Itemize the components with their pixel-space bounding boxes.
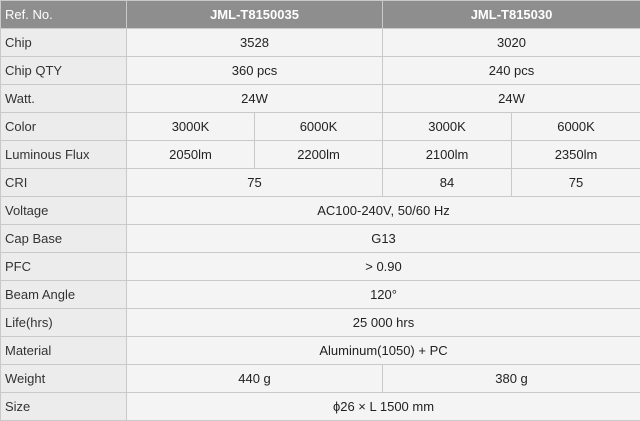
luminous-flux-row <box>1 141 640 169</box>
size-row <box>1 393 640 421</box>
weight-value-b: 380 g <box>383 365 640 393</box>
chip-label: Chip <box>1 29 127 57</box>
luminous-flux-value: 2350lm <box>512 141 640 169</box>
size-value: ϕ26 × L 1500 mm <box>127 393 640 421</box>
chip-qty-label: Chip QTY <box>1 57 127 85</box>
material-value: Aluminum(1050) + PC <box>127 337 640 365</box>
cap-base-value: G13 <box>127 225 640 253</box>
cap-base-label: Cap Base <box>1 225 127 253</box>
beam-angle-row <box>1 281 640 309</box>
chip-row <box>1 29 640 57</box>
pfc-row <box>1 253 640 281</box>
pfc-label: PFC <box>1 253 127 281</box>
life-value: 25 000 hrs <box>127 309 640 337</box>
color-label: Color <box>1 113 127 141</box>
material-label: Material <box>1 337 127 365</box>
watt-value-b: 24W <box>383 85 640 113</box>
voltage-row <box>1 197 640 225</box>
ref-no-label: Ref. No. <box>1 1 127 29</box>
cri-value-a: 75 <box>127 169 383 197</box>
cri-row <box>1 169 640 197</box>
watt-label: Watt. <box>1 85 127 113</box>
life-row <box>1 309 640 337</box>
chip-qty-value-b: 240 pcs <box>383 57 640 85</box>
color-row <box>1 113 640 141</box>
watt-row <box>1 85 640 113</box>
chip-qty-value-a: 360 pcs <box>127 57 383 85</box>
luminous-flux-value: 2100lm <box>383 141 512 169</box>
header-row <box>1 1 640 29</box>
pfc-value: > 0.90 <box>127 253 640 281</box>
size-label: Size <box>1 393 127 421</box>
watt-value-a: 24W <box>127 85 383 113</box>
luminous-flux-value: 2200lm <box>255 141 383 169</box>
luminous-flux-value: 2050lm <box>127 141 255 169</box>
beam-angle-value: 120° <box>127 281 640 309</box>
luminous-flux-label: Luminous Flux <box>1 141 127 169</box>
cri-value-b2: 75 <box>512 169 640 197</box>
color-value: 6000K <box>512 113 640 141</box>
cri-value-b1: 84 <box>383 169 512 197</box>
color-value: 6000K <box>255 113 383 141</box>
weight-value-a: 440 g <box>127 365 383 393</box>
color-value: 3000K <box>383 113 512 141</box>
model-b-header: JML-T815030 <box>383 1 640 29</box>
model-a-header: JML-T8150035 <box>127 1 383 29</box>
weight-row <box>1 365 640 393</box>
beam-angle-label: Beam Angle <box>1 281 127 309</box>
chip-value-a: 3528 <box>127 29 383 57</box>
cri-label: CRI <box>1 169 127 197</box>
cap-base-row <box>1 225 640 253</box>
chip-qty-row <box>1 57 640 85</box>
life-label: Life(hrs) <box>1 309 127 337</box>
voltage-label: Voltage <box>1 197 127 225</box>
chip-value-b: 3020 <box>383 29 640 57</box>
material-row <box>1 337 640 365</box>
color-value: 3000K <box>127 113 255 141</box>
voltage-value: AC100-240V, 50/60 Hz <box>127 197 640 225</box>
weight-label: Weight <box>1 365 127 393</box>
